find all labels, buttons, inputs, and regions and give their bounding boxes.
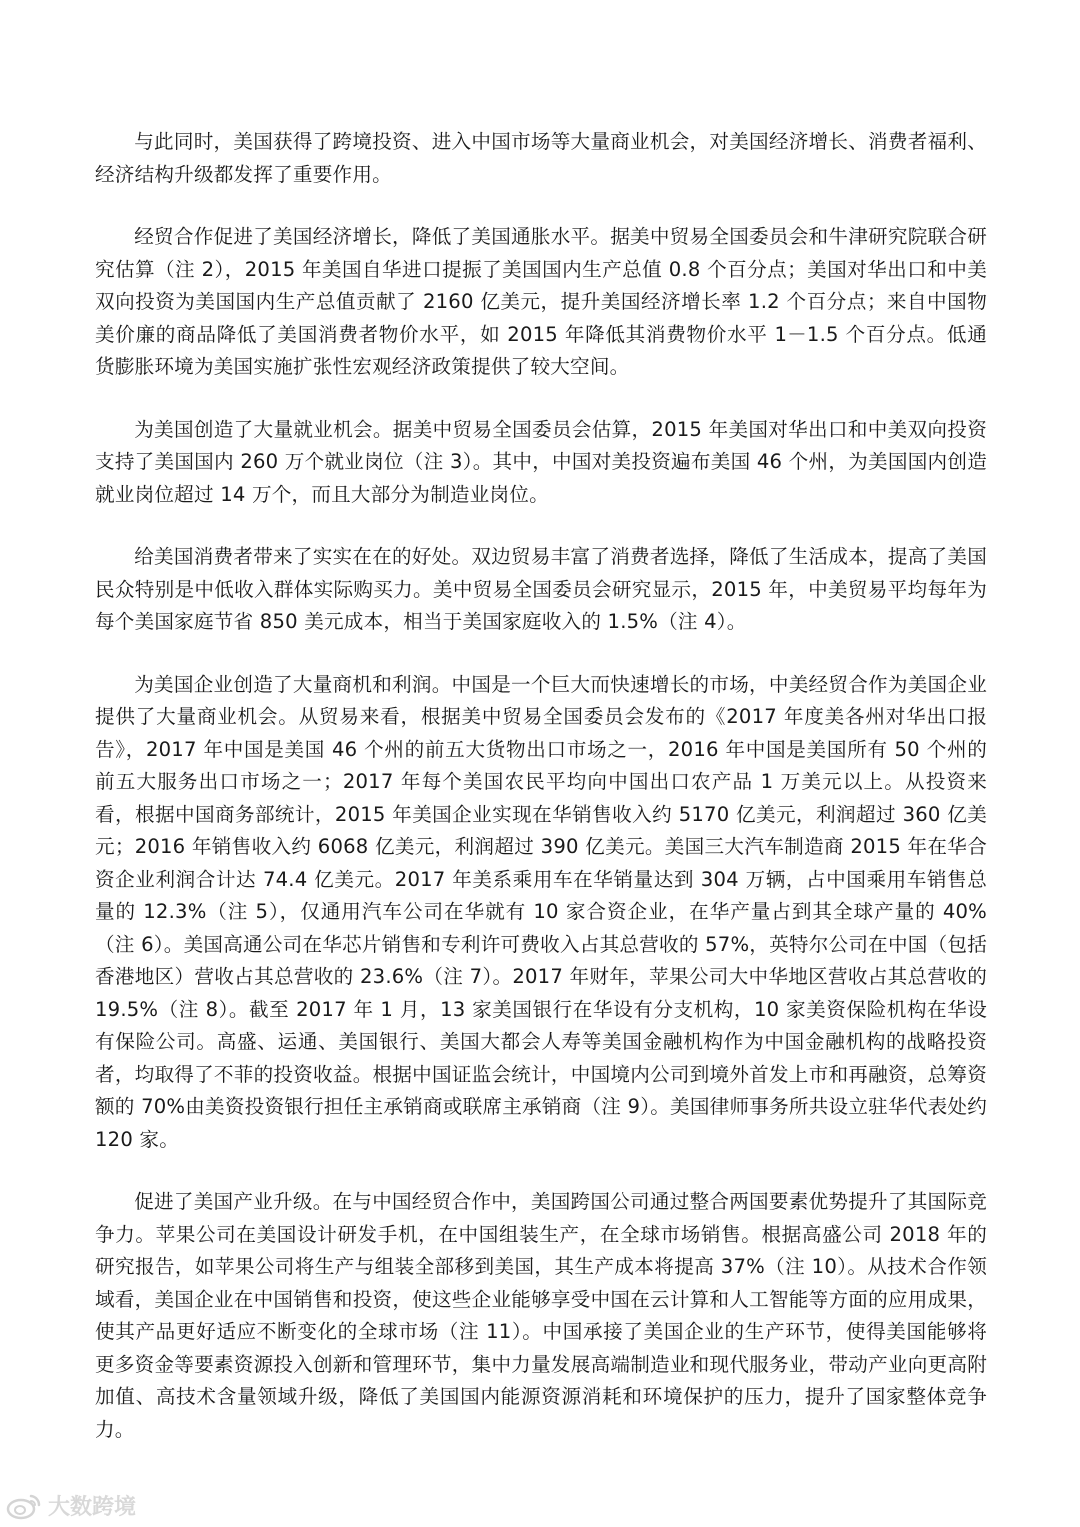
watermark bbox=[4, 1490, 136, 1521]
weibo-logo-icon bbox=[4, 1492, 44, 1520]
document-body bbox=[95, 126, 987, 1476]
paragraph-industrial-upgrade: 促进了美国产业升级。在与中国经贸合作中，美国跨国公司通过整合两国要素优势提升了其国际竞争力。苹果公司在美国设计研发手机，在中国组装生产，在全球市场销售。根据高盛公司 2018 年的研究报告，如苹果公司将生产与组装全部移到美国，其生产成本将提高 37%（注 10）。从技术合作领域看，美国企业在中国销售和投资，使这些企业能够享受中国在云计算和人工智能等方面的应用成果，使其产品更好适应不断变化的全球市场（注 11）。中国承接了美国企业的生产环节，使得美国能够将更多资金等要素资源投入创新和管理环节，集中力量发展高端制造业和现代服务业，带动产业向更高附加值、高技术含量领域升级，降低了美国国内能源资源消耗和环境保护的压力，提升了国家整体竞争力。 bbox=[95, 1190, 987, 1441]
paragraph-intro: 与此同时，美国获得了跨境投资、进入中国市场等大量商业机会，对美国经济增长、消费者福利、经济结构升级都发挥了重要作用。 bbox=[95, 130, 987, 186]
paragraph-economic-growth: 经贸合作促进了美国经济增长，降低了美国通胀水平。据美中贸易全国委员会和牛津研究院联合研究估算（注 2），2015 年美国自华进口提振了美国国内生产总值 0.8 个百分点；美国对华出口和中美双向投资为美国国内生产总值贡献了 2160 亿美元，提升美国经济增长率 1.2 个百分点；来自中国物美价廉的商品降低了美国消费者物价水平，如 2015 年降低其消费物价水平 1－1.5 个百分点。低通货膨胀环境为美国实施扩张性宏观经济政策提供了较大空间。 bbox=[95, 225, 987, 378]
paragraph-business-profits: 为美国企业创造了大量商机和利润。中国是一个巨大而快速增长的市场，中美经贸合作为美国企业提供了大量商业机会。从贸易来看，根据美中贸易全国委员会发布的《2017 年度美各州对华出口报告》，2017 年中国是美国 46 个州的前五大货物出口市场之一，2016 年中国是美国所有 50 个州的前五大服务出口市场之一；2017 年每个美国农民平均向中国出口农产品 1 万美元以上。从投资来看，根据中国商务部统计，2015 年美国企业实现在华销售收入约 5170 亿美元，利润超过 360 亿美元；2016 年销售收入约 6068 亿美元，利润超过 390 亿美元。美国三大汽车制造商 2015 年在华合资企业利润合计达 74.4 亿美元。2017 年美系乘用车在华销量达到 304 万辆，占中国乘用车销售总量的 12.3%（注 5），仅通用汽车公司在华就有 10 家合资企业，在华产量占到其全球产量的 40%（注 6）。美国高通公司在华芯片销售和专利许可费收入占其总营收的 57%，英特尔公司在中国（包括香港地区）营收占其总营收的 23.6%（注 7）。2017 年财年，苹果公司大中华地区营收占其总营收的 19.5%（注 8）。截至 2017 年 1 月，13 家美国银行在华设有分支机构，10 家美资保险机构在华设有保险公司。高盛、运通、美国银行、美国大都会人寿等美国金融机构作为中国金融机构的战略投资者，均取得了不菲的投资收益。根据中国证监会统计，中国境内公司到境外首发上市和再融资，总筹资额的 70%由美资投资银行担任主承销商或联席主承销商（注 9）。美国律师事务所共设立驻华代表处约 120 家。 bbox=[95, 672, 987, 1151]
paragraph-employment: 为美国创造了大量就业机会。据美中贸易全国委员会估算，2015 年美国对华出口和中美双向投资支持了美国国内 260 万个就业岗位（注 3）。其中，中国对美投资遍布美国 46 个州，为美国国内创造就业岗位超过 14 万个，而且大部分为制造业岗位。 bbox=[95, 417, 987, 506]
paragraph-consumers: 给美国消费者带来了实实在在的好处。双边贸易丰富了消费者选择，降低了生活成本，提高了美国民众特别是中低收入群体实际购买力。美中贸易全国委员会研究显示，2015 年，中美贸易平均每年为每个美国家庭节省 850 美元成本，相当于美国家庭收入的 1.5%（注 4）。 bbox=[95, 545, 987, 633]
watermark-text: 大数跨境 bbox=[48, 1495, 137, 1520]
